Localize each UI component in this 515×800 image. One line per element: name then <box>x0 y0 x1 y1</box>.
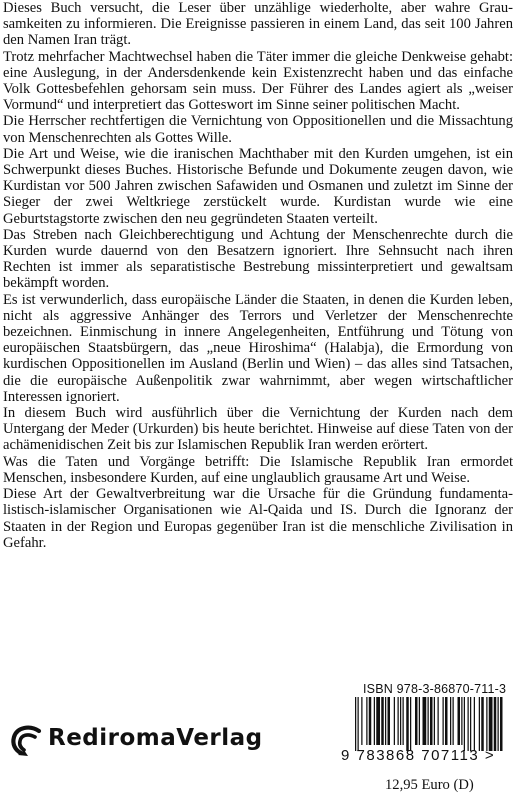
blurb-paragraph-2: Trotz mehrfacher Machtwechsel haben die Täter immer die gleiche Denkweise gehabt: eine Auslegung, in der Andersdenkende kein Existenzrecht haben und das einfache Volk Gottesbefehlen gehorsam sein muss. Der Führer des Landes agiert als „weiser Vormund“ und interpretiert das Gotteswort im Sinne seiner politischen Macht. <box>3 48 513 114</box>
barcode-bar <box>381 697 384 745</box>
barcode-bar <box>394 697 395 745</box>
barcode-bar <box>361 697 362 745</box>
barcode-bar <box>479 697 480 751</box>
barcode-bar <box>494 697 497 751</box>
barcode-bar <box>458 697 461 745</box>
publisher-name: RediromaVerlag <box>48 725 263 751</box>
barcode-bar <box>486 697 487 751</box>
barcode-bars <box>341 697 511 751</box>
barcode-bar <box>468 697 469 751</box>
barcode-bar <box>498 697 499 751</box>
barcode-bar <box>470 697 471 751</box>
barcode-bar <box>489 697 493 751</box>
blurb-paragraph-1: Dieses Buch versucht, die Leser über unzählige wiederholte, aber wahre Grausamkeiten zu informieren. Die Ereignisse passieren in einem Land, das seit 100 Jahren den Namen Iran trägt. <box>3 0 513 49</box>
barcode-bar <box>358 697 359 751</box>
barcode-bar <box>423 697 427 745</box>
blurb-paragraph-8: Was die Taten und Vorgänge betrifft: Die Islamische Republik Iran ermordet Menschen, insbesondere Kurden, auf eine unglaublich grausame Art und Weise. <box>3 453 513 486</box>
barcode-bar <box>374 697 375 745</box>
blurb-paragraph-4: Die Art und Weise, wie die iranischen Machthaber mit den Kurden umgehen, ist ein Schwerpunkt dieses Buches. Historische Befunde und Dokumente zeugen davon, wie Kurdistan vor 500 Jahren zwischen Safawiden und Osmanen und zuletzt im Sinne der Sieger der zwei Weltkriege zerstückelt wurde. Kurdistan wurde wie eine Geburtstagstorte zwischen den neu gegründeten Staaten verteilt. <box>3 145 513 227</box>
barcode-bar <box>410 697 411 751</box>
barcode-bar <box>430 697 433 745</box>
barcode-bar <box>398 697 399 745</box>
barcode-bar <box>355 697 356 751</box>
blurb-paragraph-3: Die Herrscher rechtfertigen die Vernichtung von Oppositionellen und die Missachtung von Menschenrechten als Gottes Wille. <box>3 113 513 146</box>
barcode-bar <box>474 697 475 751</box>
barcode-bar <box>366 697 367 745</box>
barcode-bar <box>500 697 503 751</box>
barcode-bar <box>406 697 409 751</box>
barcode-bar <box>369 697 372 745</box>
barcode-bar <box>419 697 420 745</box>
barcode-bar <box>388 697 391 745</box>
barcode-bar <box>438 697 439 745</box>
blurb-paragraph-5: Das Streben nach Gleichberechtigung und Achtung der Menschenrechte durch die Kurden wurde dauernd von den Besatzern ignoriert. Ihre Sehnsucht nach ihren Rechten ist immer als separatistische Bestrebung missinterpretiert und gewaltsam bekämpft worden. <box>3 226 513 292</box>
blurb-paragraph-6: Es ist verwunderlich, dass europäische Länder die Staaten, in denen die Kurden leben, nicht als aggressive Anhänger des Terrors und Verletzer der Menschenrechte bezeichnen. Einmischung in innere Angelegenheiten, Entführung und Tötung von europäischen Staatsbürgern, das „neue Hiroshima“ (Halabja), die Ermordung von kurdischen Oppositionellen im Ausland (Berlin und Wien) – das alles sind Tatsachen, die die europäische Außenpolitik zwar wahrnimmt, aber wegen wirtschaftlicher Interessen ignoriert. <box>3 291 513 405</box>
barcode-bar <box>450 697 451 745</box>
barcode-digits: 9 783868 707113 > <box>341 747 496 764</box>
isbn-barcode <box>341 697 511 767</box>
blurb-paragraph-7: In diesem Buch wird ausführlich über die Vernichtung der Kurden nach dem Untergang der Meder (Urkurden) bis heute berichtet. Hinweise auf diese Taten von der achämenidischen Zeit bis zur Islamischen Republik Iran werden erörtert. <box>3 405 513 454</box>
barcode-bar <box>376 697 380 745</box>
blurb-text <box>3 0 513 551</box>
publisher-logo <box>10 722 263 762</box>
barcode-bar <box>403 697 404 745</box>
barcode-bar <box>453 697 454 745</box>
barcode-bar <box>400 697 401 745</box>
barcode-bar <box>434 697 435 745</box>
price-label: 12,95 Euro (D) <box>385 777 474 793</box>
redirectional-arrow-logo-icon <box>10 724 44 758</box>
blurb-paragraph-9: Diese Art der Gewaltverbreitung war die Ursache für die Gründung fundamentalistisch-islamischer Organisationen wie Al-Qaida und IS. Durch die Ignoranz der Staaten in der Region und Europas gegenüber Iran ist die menschliche Zivilisation in Gefahr. <box>3 486 513 551</box>
barcode-bar <box>464 697 465 751</box>
barcode-bar <box>428 697 429 745</box>
isbn-label: ISBN 978-3-86870-711-3 <box>363 682 507 696</box>
barcode-bar <box>443 697 444 745</box>
barcode-bar <box>385 697 386 745</box>
barcode-bar <box>415 697 418 745</box>
barcode-bar <box>461 697 462 745</box>
barcode-bar <box>481 697 484 751</box>
barcode-bar <box>445 697 448 745</box>
